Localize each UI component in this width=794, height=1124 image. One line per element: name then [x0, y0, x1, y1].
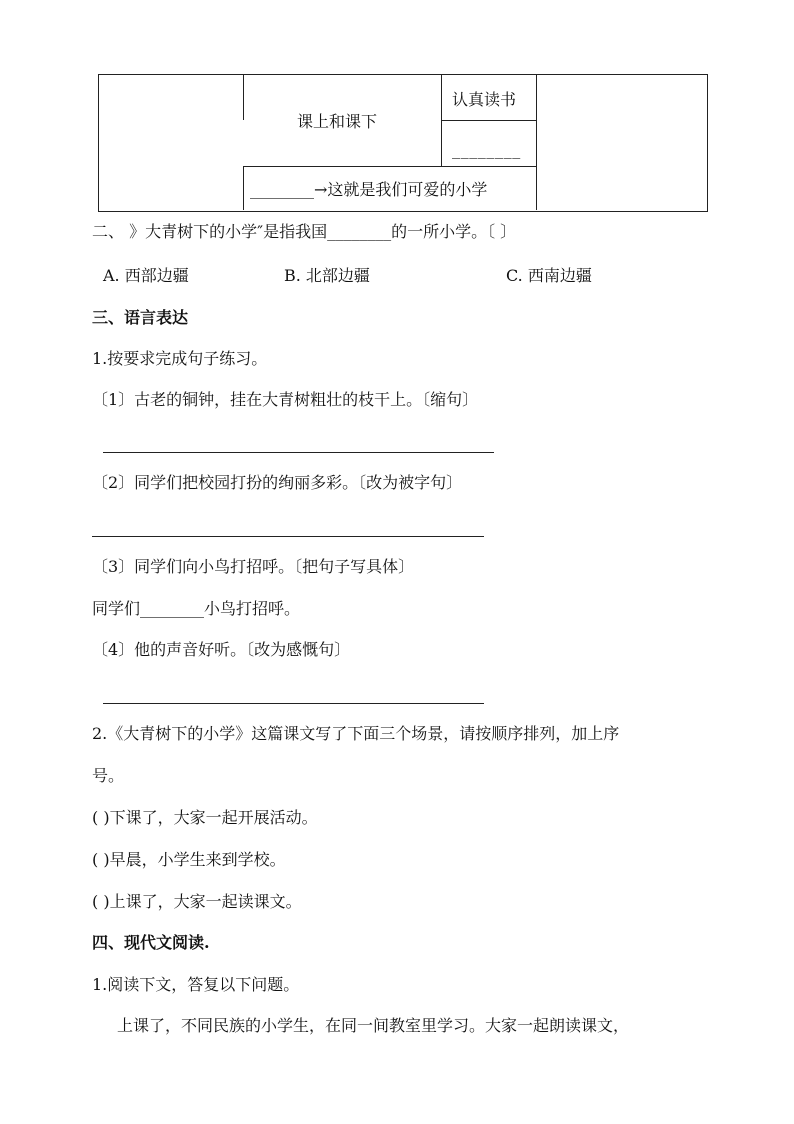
table-divider	[536, 74, 537, 210]
q1-item-4: 〔4〕他的声音好听。〔改为感慨句〕	[92, 640, 351, 659]
answer-line[interactable]	[92, 536, 484, 537]
option-a[interactable]: A. 西部边疆	[103, 266, 189, 285]
table-bottom-row: ________→这就是我们可爱的小学	[250, 180, 488, 199]
q1-item-1: 〔1〕古老的铜钟，挂在大青树粗壮的枝干上。〔缩句〕	[92, 390, 479, 409]
table-right-blank[interactable]: ________	[452, 140, 521, 159]
q2-prompt-line1: 2.《大青树下的小学》这篇课文写了下面三个场景，请按顺序排列，加上序	[92, 724, 620, 743]
answer-line[interactable]	[103, 452, 494, 453]
table-center-label: 课上和课下	[297, 112, 378, 131]
table-right-top: 认真读书	[452, 90, 517, 109]
option-c[interactable]: C. 西南边疆	[506, 266, 592, 285]
option-b[interactable]: B. 北部边疆	[284, 266, 370, 285]
table-divider	[243, 74, 244, 120]
q2-item-1[interactable]: ( )下课了，大家一起开展活动。	[92, 808, 318, 827]
answer-line[interactable]	[103, 703, 484, 704]
q2-prompt-line2: 号。	[92, 766, 125, 785]
table-divider	[243, 166, 536, 167]
reading-passage: 上课了，不同民族的小学生，在同一间教室里学习。大家一起朗读课文，	[117, 1016, 630, 1035]
section4-title: 四、现代文阅读.	[92, 933, 210, 952]
q1-prompt: 1.按要求完成句子练习。	[92, 349, 268, 368]
table-divider	[441, 120, 536, 121]
q1-item-2: 〔2〕同学们把校园打扮的绚丽多彩。〔改为被字句〕	[92, 473, 463, 492]
section2-question: 二、 》大青树下的小学″是指我国________的一所小学。〔 〕	[92, 222, 517, 241]
q2-item-3[interactable]: ( )上课了，大家一起读课文。	[92, 892, 302, 911]
table-divider	[243, 166, 244, 210]
q2-item-2[interactable]: ( )早晨，小学生来到学校。	[92, 850, 286, 869]
section4-q1-prompt: 1.阅读下文，答复以下问题。	[92, 975, 300, 994]
q1-item-3: 〔3〕同学们向小鸟打招呼。〔把句子写具体〕	[92, 557, 415, 576]
q1-item-3-fill[interactable]: 同学们________小鸟打招呼。	[92, 599, 301, 618]
section3-title: 三、语言表达	[92, 308, 189, 327]
